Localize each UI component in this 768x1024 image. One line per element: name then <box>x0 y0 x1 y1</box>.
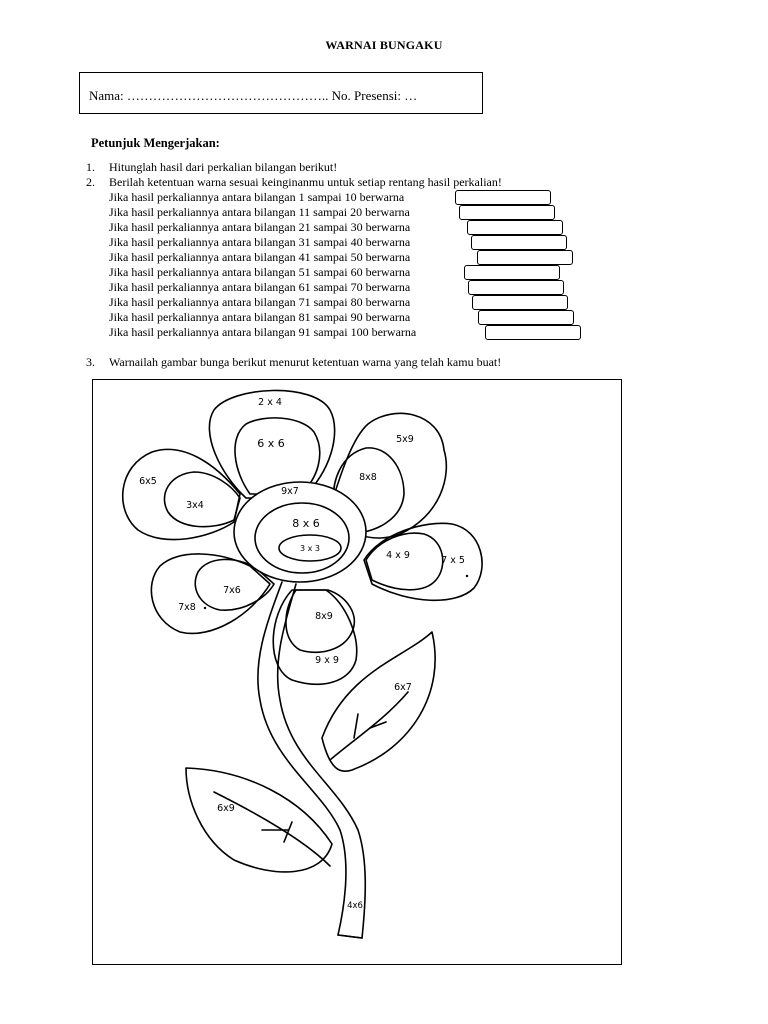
color-rule: Jika hasil perkaliannya antara bilangan 11 sampai 20 berwarna <box>109 205 410 219</box>
color-rule: Jika hasil perkaliannya antara bilangan 81 sampai 90 berwarna <box>109 310 411 324</box>
label-center-ring: 9x7 <box>281 486 299 497</box>
color-rule: Jika hasil perkaliannya antara bilangan 71 sampai 80 berwarna <box>109 295 411 309</box>
color-rule: Jika hasil perkaliannya antara bilangan 31 sampai 40 berwarna <box>109 235 411 249</box>
label-left-leaf: 6x9 <box>217 803 235 814</box>
color-rule: Jika hasil perkaliannya antara bilangan 51 sampai 60 berwarna <box>109 265 411 279</box>
right-leaf-shape <box>322 632 435 771</box>
label-right-outer: 7 x 5 <box>441 555 465 566</box>
bottom-outer-petal <box>273 590 356 684</box>
step-number: 1. <box>86 160 95 174</box>
label-lower-left-inner: 7x6 <box>223 585 241 596</box>
instructions-heading: Petunjuk Mengerjakan: <box>91 136 220 150</box>
color-rule: Jika hasil perkaliannya antara bilangan 41 sampai 50 berwarna <box>109 250 411 264</box>
label-upper-right-inner: 8x8 <box>359 472 377 483</box>
center-ring <box>234 482 366 582</box>
label-upper-left-inner: 3x4 <box>186 500 204 511</box>
name-presensi-line: Nama: ……………………………………….. No. Presensi: … <box>89 88 418 103</box>
label-bottom-inner: 8x9 <box>315 611 333 622</box>
step-text: Hitunglah hasil dari perkalian bilangan berikut! <box>109 160 338 174</box>
upper-left-outer-petal <box>123 449 240 539</box>
worksheet-title: WARNAI BUNGAKU <box>325 38 443 52</box>
color-rule: Jika hasil perkaliannya antara bilangan 21 sampai 30 berwarna <box>109 220 411 234</box>
step-text: Warnailah gambar bunga berikut menurut ketentuan warna yang telah kamu buat! <box>109 355 502 369</box>
label-bottom-outer: 9 x 9 <box>315 655 339 666</box>
left-leaf-shape <box>186 768 332 872</box>
label-right-leaf: 6x7 <box>394 682 412 693</box>
step-number: 2. <box>86 175 95 189</box>
right-inner-petal <box>366 533 443 590</box>
label-upper-right-outer: 5x9 <box>396 434 414 445</box>
stem-tip <box>338 935 362 938</box>
label-top-inner: 6 x 6 <box>257 437 285 450</box>
color-rule: Jika hasil perkaliannya antara bilangan 1 sampai 10 berwarna <box>109 190 405 204</box>
label-upper-left-outer: 6x5 <box>139 476 157 487</box>
step-text: Berilah ketentuan warna sesuai keinginanmu untuk setiap rentang hasil perkalian! <box>109 175 502 189</box>
label-center-mid: 8 x 6 <box>292 517 320 530</box>
label-lower-left-outer: 7x8 <box>178 602 196 613</box>
label-top-outer: 2 x 4 <box>258 397 282 408</box>
color-rule: Jika hasil perkaliannya antara bilangan 61 sampai 70 berwarna <box>109 280 411 294</box>
label-stem: 4x6 <box>347 901 363 911</box>
label-right-inner: 4 x 9 <box>386 550 410 561</box>
color-rule: Jika hasil perkaliannya antara bilangan 91 sampai 100 berwarna <box>109 325 417 339</box>
label-center-core: 3 x 3 <box>300 544 320 553</box>
step-number: 3. <box>86 355 95 369</box>
